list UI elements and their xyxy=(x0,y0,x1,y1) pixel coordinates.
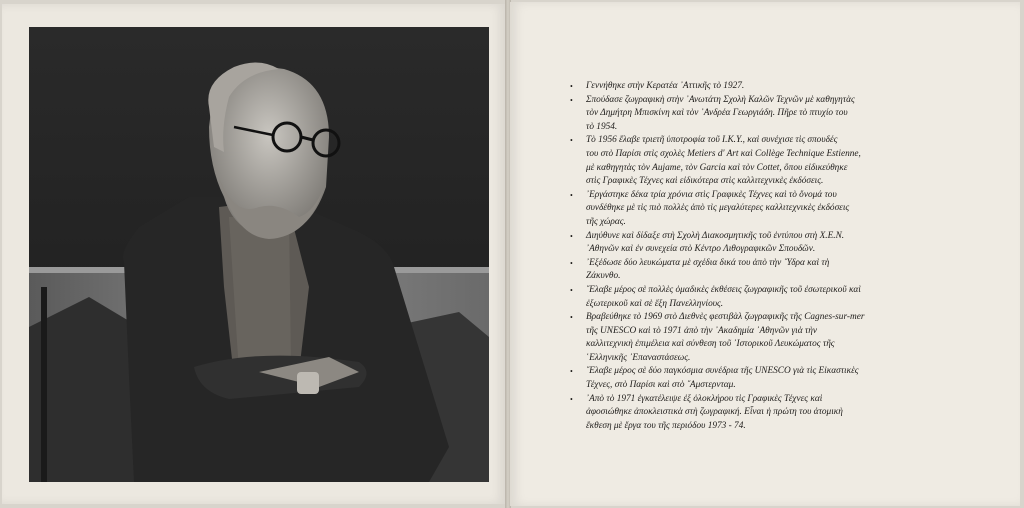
bio-item: • Σπούδασε ζωγραφικὴ στὴν ᾿Ανωτάτη Σχολὴ Καλῶν Τεχνῶν μὲ καθηγητὰς τὸν Δημήτρη Μπισκίνη καὶ τὸν ᾿Ανδρέα Γεωργιάδη. Πῆρε τὸ πτυχίο του τὸ 1954. xyxy=(570,94,855,132)
bio-item: • Τὸ 1956 ἔλαβε τριετῆ ὑποτροφία τοῦ I.K.Y., καὶ συνέχισε τὶς σπουδές του στὸ Παρίσι στὶς σχολὲς Metiers d' Art καὶ Collège Technique Estienne, μὲ καθηγητὰς τὸν Aujame, τὸν Garcia καὶ τὸν Cottet, ὅπου εἰδικεύθηκε στὶς Γραφικὲς Τέχνες καὶ εἰδικότερα στὶς καλλιτεχνικὲς ἐκδόσεις. xyxy=(570,135,861,187)
bio-item: • Βραβεύθηκε τὸ 1969 στὸ Διεθνὲς φεστιβὰλ ζωγραφικῆς τῆς Cagnes-sur-mer τῆς UNESCO καὶ τὸ 1971 ἀπὸ τὴν ᾿Ακαδημία ᾿Αθηνῶν γιὰ τὴν καλλιτεχνικὴ ἐπιμέλεια καὶ σύνθεση τοῦ ᾿Ιστορικοῦ Λευκώματος τῆς ῾Ελληνικῆς ᾿Επαναστάσεως. xyxy=(570,312,865,363)
biography-list xyxy=(568,80,953,433)
bio-item: • ῎Ελαβε μέρος σὲ δύο παγκόσμια συνέδρια τῆς UNESCO γιὰ τὶς Εἰκαστικὲς Τέχνες, στὸ Παρίσι καὶ στὸ ῎Αμστερνταμ. xyxy=(570,366,859,391)
bio-item: • Γεννήθηκε στὴν Κερατέα ᾿Αττικῆς τὸ 1927. xyxy=(570,81,745,91)
bio-item: • ῎Ελαβε μέρος σὲ πολλὲς ὁμαδικὲς ἐκθέσεις ζωγραφικῆς τοῦ ἐσωτερικοῦ καὶ ἐξωτερικοῦ καὶ σὲ ἕξη Πανελληνίους. xyxy=(570,284,861,309)
artist-portrait-photo xyxy=(29,27,489,482)
bio-item: • ᾿Εργάστηκε δέκα τρία χρόνια στὶς Γραφικὲς Τέχνες καὶ τὸ ὄνομά του συνδέθηκε μὲ τὶς πιὸ πολλὲς ἀπὸ τὶς μεγαλύτερες καλλιτεχνικὲς ἐκδόσεις τῆς χώρας. xyxy=(570,189,850,227)
bio-item: • Διηύθυνε καὶ δίδαξε στὴ Σχολὴ Διακοσμητικῆς τοῦ ἐντύπου στὴ Χ.Ε.Ν. ᾿Αθηνῶν καὶ ἐν συνεχεία στὸ Κέντρο Λιθογραφικῶν Σπουδῶν. xyxy=(570,230,845,255)
bio-item: • ᾿Απὸ τὸ 1971 ἐγκατέλειψε ἐξ ὁλοκλήρου τὶς Γραφικὲς Τέχνες καὶ ἀφοσιώθηκε ἀποκλειστικὰ στὴ ζωγραφική. Εἶναι ἡ πρώτη του ἀτομικὴ ἔκθεση μὲ ἔργα του τῆς περιόδου 1973 - 74. xyxy=(570,393,843,431)
bio-item: • ᾿Εξέδωσε δύο λευκώματα μὲ σχέδια δικά του ἀπὸ τὴν ῞Υδρα καὶ τὴ Ζάκυνθο. xyxy=(570,257,830,282)
